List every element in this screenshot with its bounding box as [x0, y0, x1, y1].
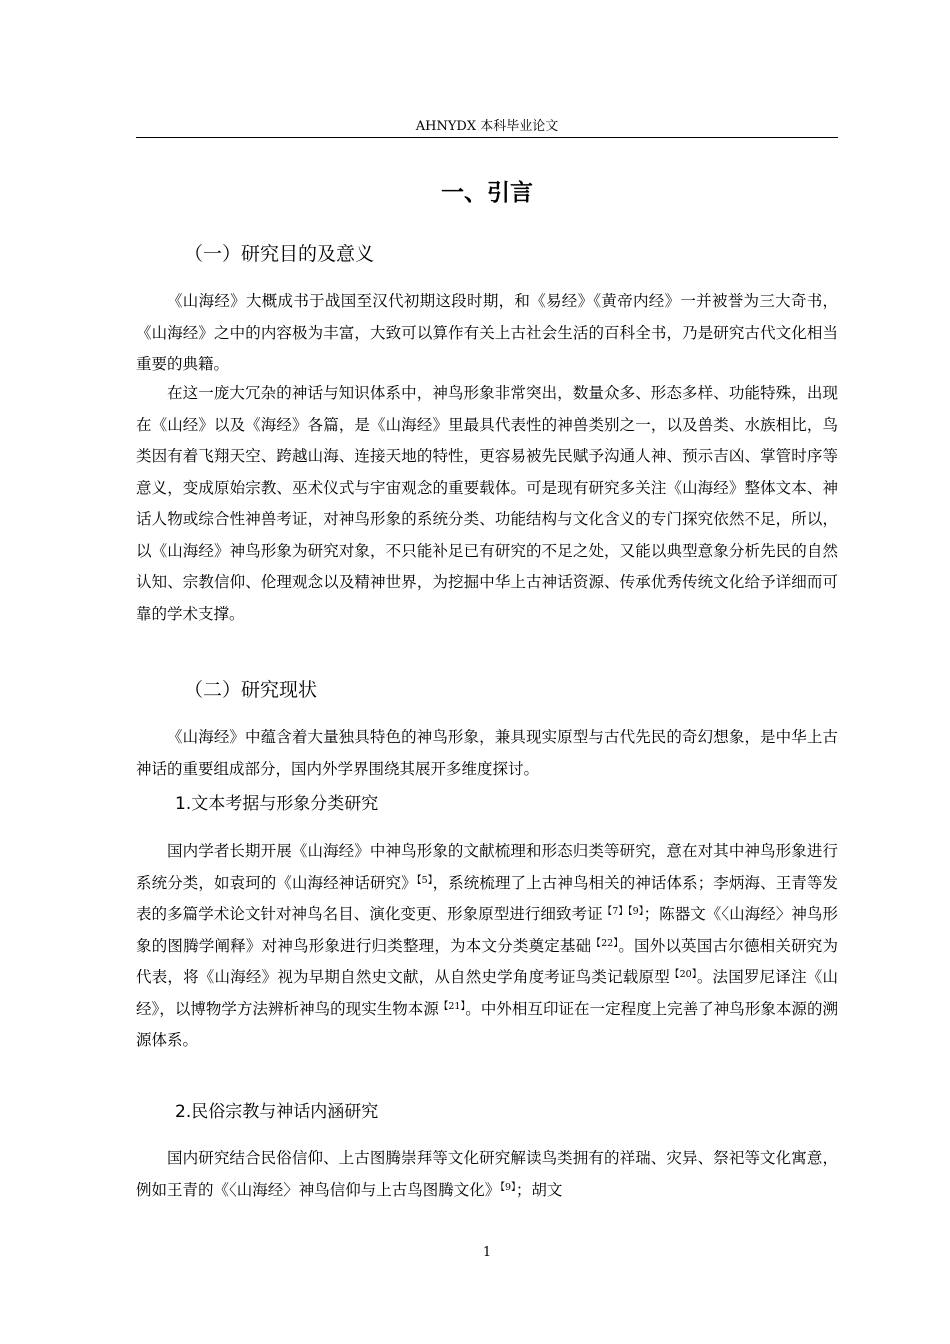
citation-ref: 【21】 — [438, 1000, 466, 1012]
running-header: AHNYDX 本科毕业论文 — [415, 119, 559, 134]
paragraph-folklore-research — [136, 1143, 838, 1206]
text-segment: ；胡文 — [515, 1180, 563, 1199]
text-segment: ，系统梳理了上古神鸟相关的神话体系；李炳海、王青等发表的多篇学术论文针对神鸟名目、演化变更、形象原型进行细致考证 — [136, 873, 838, 923]
text-segment: 国内学者长期开展《山海经》中神鸟形象的文献梳理和形态归类等研究，意在对其中神鸟形象进行系统分类，如袁珂的《山海经神话研究》 — [136, 842, 838, 892]
subsection-heading-textual: 1.文本考据与形象分类研究 — [175, 794, 379, 814]
header-rule — [136, 137, 838, 138]
text-segment: 。中外相互印证在一定程度上完善了神鸟形象本源的溯源体系。 — [136, 999, 838, 1049]
page-number: 1 — [482, 1245, 492, 1260]
text-segment: ；陈器文《〈山海经〉神鸟形象的图腾学阐释》对神鸟形象进行归类整理，为本文分类奠定基础 — [136, 905, 838, 955]
text-segment: 。法国罗尼译注《山经》，以博物学方法辨析神鸟的现实生物本源 — [136, 968, 838, 1018]
paragraph-purpose-2: 在这一庞大冗杂的神话与知识体系中，神鸟形象非常突出，数量众多、形态多样、功能特殊，出现在《山经》以及《海经》各篇，是《山海经》里最具代表性的神兽类别之一，以及兽类、水族相比，鸟类因有着飞翔天空、跨越山海、连接天地的特性，更容易被先民赋予沟通人神、预示吉凶、掌管时序等意义，变成原始宗教、巫术仪式与宇宙观念的重要载体。可是现有研究多关注《山海经》整体文本、神话人物或综合性神兽考证，对神鸟形象的系统分类、功能结构与文化含义的专门探究依然不足，所以，以《山海经》神鸟形象为研究对象，不只能补足已有研究的不足之处，又能以典型意象分析先民的自然认知、宗教信仰、伦理观念以及精神世界，为挖掘中华上古神话资源、传承优秀传统文化给予详细而可靠的学术支撑。 — [136, 384, 838, 623]
section-heading-purpose: （一）研究目的及意义 — [184, 243, 375, 265]
paragraph-status-1: 《山海经》中蕴含着大量独具特色的神鸟形象，兼具现实原型与古代先民的奇幻想象，是中华上古神话的重要组成部分，国内外学界围绕其展开多维度探讨。 — [136, 728, 838, 778]
section-heading-status: （二）研究现状 — [184, 679, 318, 701]
citation-ref: 【22】 — [591, 937, 619, 949]
text-segment: 。国外以英国古尔德相关研究为代表，将《山海经》视为早期自然史文献，从自然史学角度考证鸟类记载原型 — [136, 936, 838, 986]
citation-ref: 【5】 — [416, 874, 433, 886]
text-segment: 国内研究结合民俗信仰、上古图腾崇拜等文化研究解读鸟类拥有的祥瑞、灾异、祭祀等文化寓意，例如王青的《〈山海经〉神鸟信仰与上古鸟图腾文化》 — [136, 1149, 838, 1199]
paragraph-textual-research — [136, 836, 838, 1057]
chapter-title: 一、引言 — [441, 180, 533, 206]
paragraph-purpose-1: 《山海经》大概成书于战国至汉代初期这段时期，和《易经》《黄帝内经》一并被誉为三大奇书，《山海经》之中的内容极为丰富，大致可以算作有关上古社会生活的百科全书，乃是研究古代文化相当重要的典籍。 — [136, 292, 838, 373]
citation-ref: 【9】 — [500, 1181, 516, 1193]
citation-ref: 【7】【9】 — [602, 906, 644, 917]
citation-ref: 【20】 — [669, 969, 697, 980]
subsection-heading-folklore: 2.民俗宗教与神话内涵研究 — [175, 1102, 379, 1122]
